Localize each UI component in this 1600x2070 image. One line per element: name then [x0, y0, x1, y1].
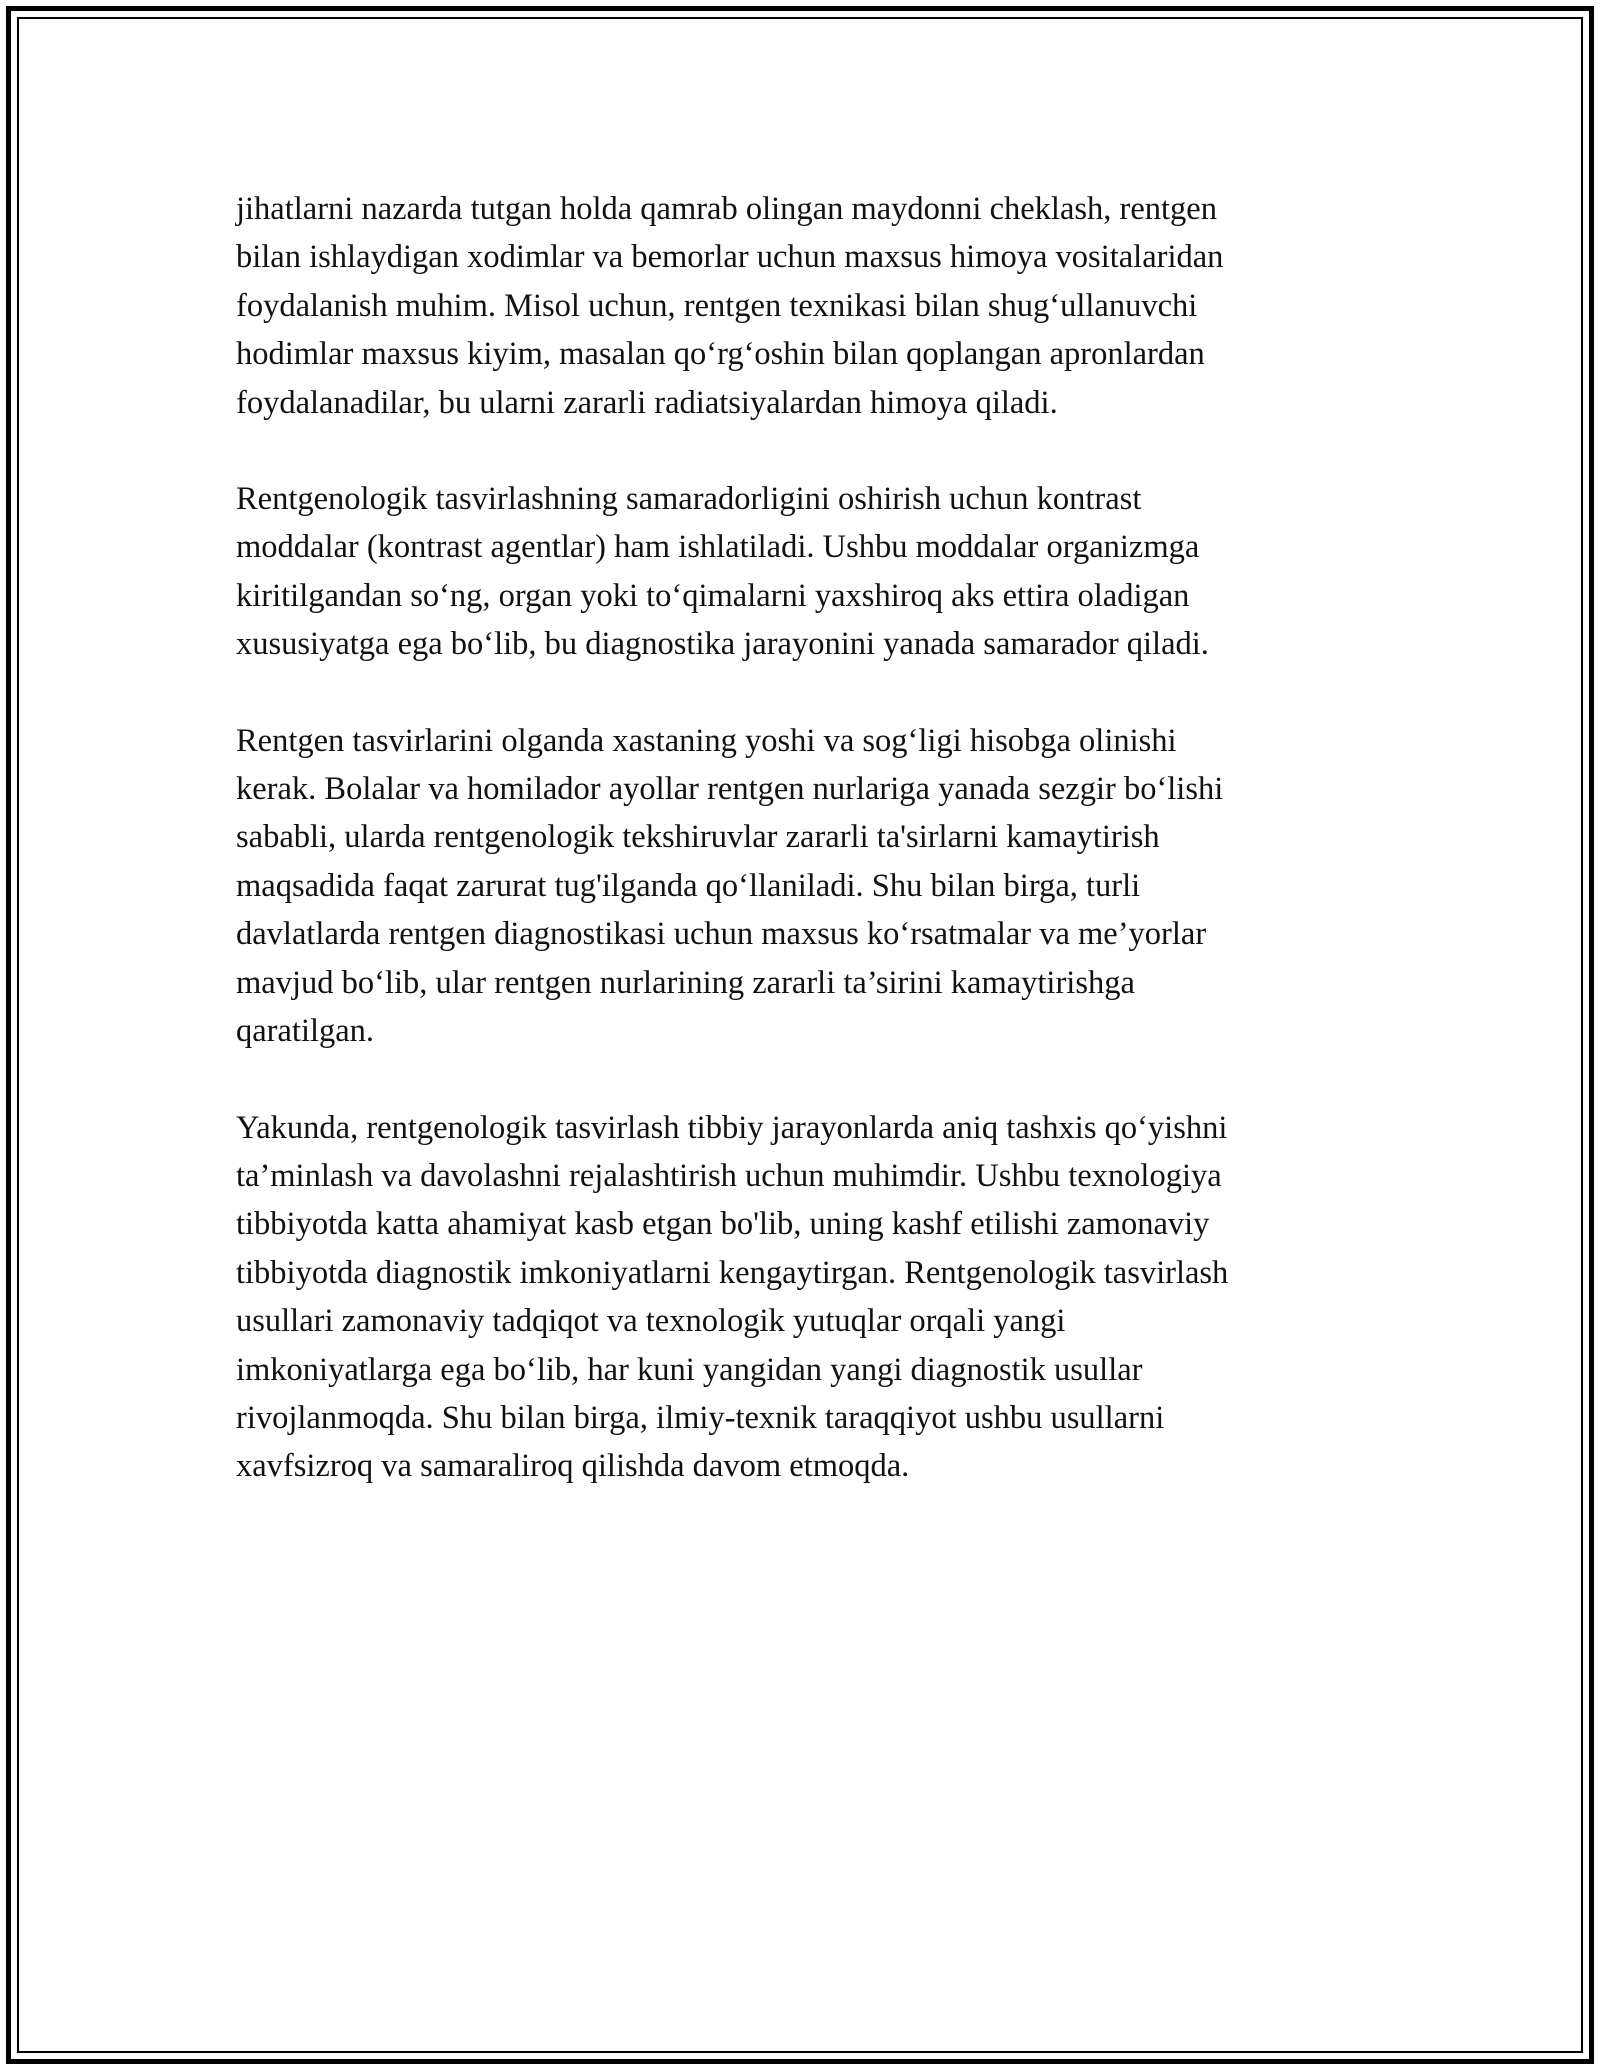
document-body: [236, 185, 1366, 1539]
paragraph-contrast-agents: Rentgenologik tasvirlashning samaradorligini oshirish uchun kontrast moddalar (kontrast agentlar) ham ishlatiladi. Ushbu moddalar organizmga kiritilgandan so‘ng, organ yoki to‘qimalarni yaxshiroq aks ettira oladigan xususiyatga ega bo‘lib, bu diagnostika jarayonini yanada samarador qiladi.: [236, 481, 1209, 663]
paragraph-patient-age: Rentgen tasvirlarini olganda xastaning yoshi va sog‘ligi hisobga olinishi kerak. Bolalar va homilador ayollar rentgen nurlariga yanada sezgir bo‘lishi sababli, ularda rentgenologik tekshiruvlar zararli ta'sirlarni kamaytirish maqsadida faqat zarurat tug'ilganda qo‘llaniladi. Shu bilan birga, turli davlatlarda rentgen diagnostikasi uchun maxsus ko‘rsatmalar va me’yorlar mavjud bo‘lib, ular rentgen nurlarining zararli ta’sirini kamaytirishga qaratilgan.: [236, 722, 1224, 1050]
paragraph-conclusion: Yakunda, rentgenologik tasvirlash tibbiy jarayonlarda aniq tashxis qo‘yishni ta’minlash va davolashni rejalashtirish uchun muhimdir. Ushbu texnologiya tibbiyotda katta ahamiyat kasb etgan bo'lib, uning kashf etilishi zamonaviy tibbiyotda diagnostik imkoniyatlarni kengaytirgan. Rentgenologik tasvirlash usullari zamonaviy tadqiqot va texnologik yutuqlar orqali yangi imkoniyatlarga ega bo‘lib, har kuni yangidan yangi diagnostik usullar rivojlanmoqda. Shu bilan birga, ilmiy-texnik taraqqiyot ushbu usullarni xavfsizroq va samaraliroq qilishda davom etmoqda.: [236, 1109, 1229, 1485]
paragraph-protection: jihatlarni nazarda tutgan holda qamrab olingan maydonni cheklash, rentgen bilan ishlaydigan xodimlar va bemorlar uchun maxsus himoya vositalaridan foydalanish muhim. Misol uchun, rentgen texnikasi bilan shug‘ullanuvchi hodimlar maxsus kiyim, masalan qo‘rg‘oshin bilan qoplangan apronlardan foydalanadilar, bu ularni zararli radiatsiyalardan himoya qiladi.: [236, 191, 1224, 421]
